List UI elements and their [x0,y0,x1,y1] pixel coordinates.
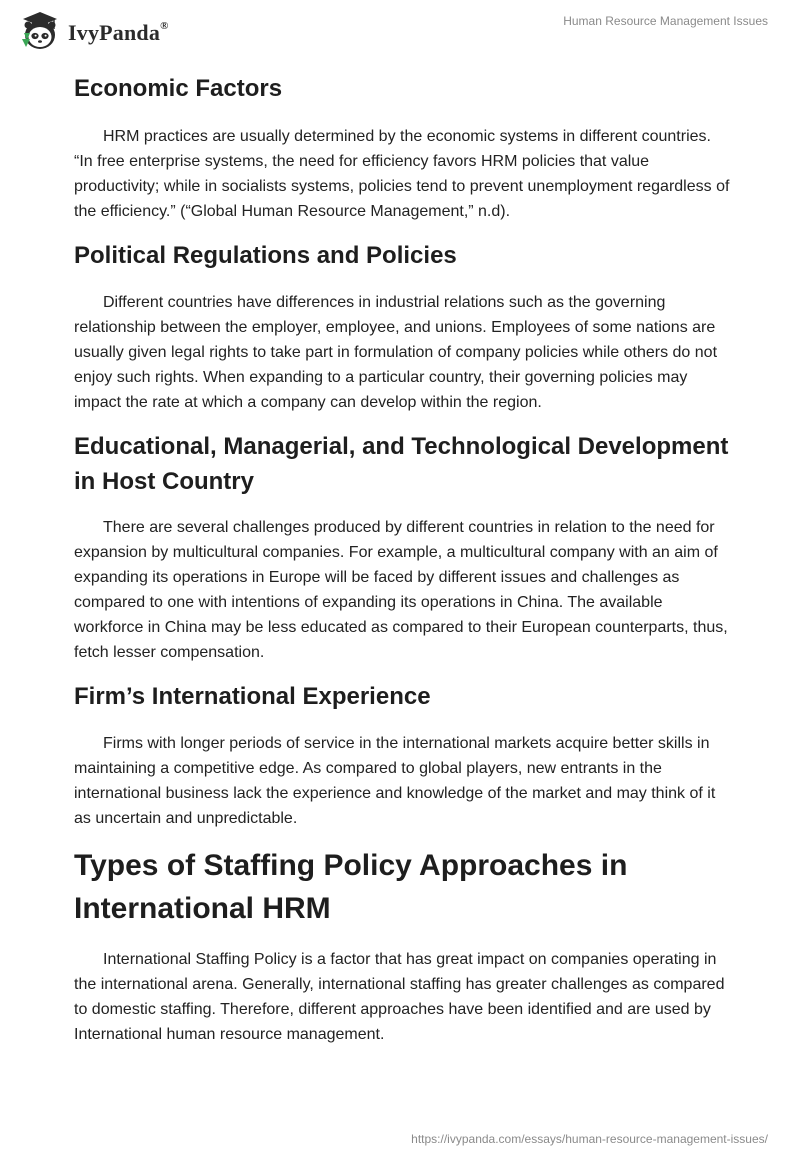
registered-mark: ® [160,19,169,32]
heading-political-regulations: Political Regulations and Policies [74,242,457,269]
brand-logotype[interactable] [68,20,169,46]
heading-firm-experience: Firm’s International Experience [74,683,431,710]
paragraph-political-regulations: Different countries have differences in industrial relations such as the governing relationship between the employer, employee, and unions. Employees of some nations are usually given legal rights to take part in formulation of company policies while others do not enjoy such rights. When expanding to a particular country, their governing policies may impact the rate at which a company can develop within the region. [74,294,718,411]
essay-content [74,70,734,1047]
section-economic-factors [74,71,734,224]
heading-educational-development: Educational, Managerial, and Technological Development in Host Country [74,433,729,495]
document-title: Human Resource Management Issues [563,14,768,28]
heading-staffing-policy: Types of Staffing Policy Approaches in International HRM [74,849,628,925]
paragraph-staffing-policy: International Staffing Policy is a factor that has great impact on companies operating in the international arena. Generally, international staffing has greater challenges as compared to domestic staffing. Therefore, different approaches have been identified and are used by International human resource management. [74,951,725,1043]
heading-economic-factors: Economic Factors [74,75,283,102]
section-educational-development [74,429,734,665]
paragraph-firm-experience: Firms with longer periods of service in the international markets acquire better skills in maintaining a competitive edge. As compared to global players, new entrants in the international business lack the experience and knowledge of the market and may think of it as uncertain and unpredictable. [74,735,716,827]
panda-graduate-icon [18,9,62,53]
source-url-link[interactable]: https://ivypanda.com/essays/human-resource-management-issues/ [411,1132,768,1146]
section-political-regulations [74,238,734,415]
page-header [0,0,800,60]
section-staffing-policy [74,844,734,1047]
brand-name: IvyPanda [68,20,161,45]
paragraph-economic-factors: HRM practices are usually determined by the economic systems in different countries. “In free enterprise systems, the need for efficiency favors HRM policies that value productivity; while in socialists systems, policies tend to prevent unemployment regardless of the efficiency.” (“Global Human Resource Management,” n.d). [74,128,730,220]
section-firm-experience [74,679,734,831]
paragraph-educational-development: There are several challenges produced by different countries in relation to the need for expansion by multicultural companies. For example, a multicultural company with an aim of expanding its operations in Europe will be faced by different issues and challenges as compared to one with intentions of expanding its operations in China. The available workforce in China may be less educated as compared to their European counterparts, thus, fetch lesser compensation. [74,519,728,661]
